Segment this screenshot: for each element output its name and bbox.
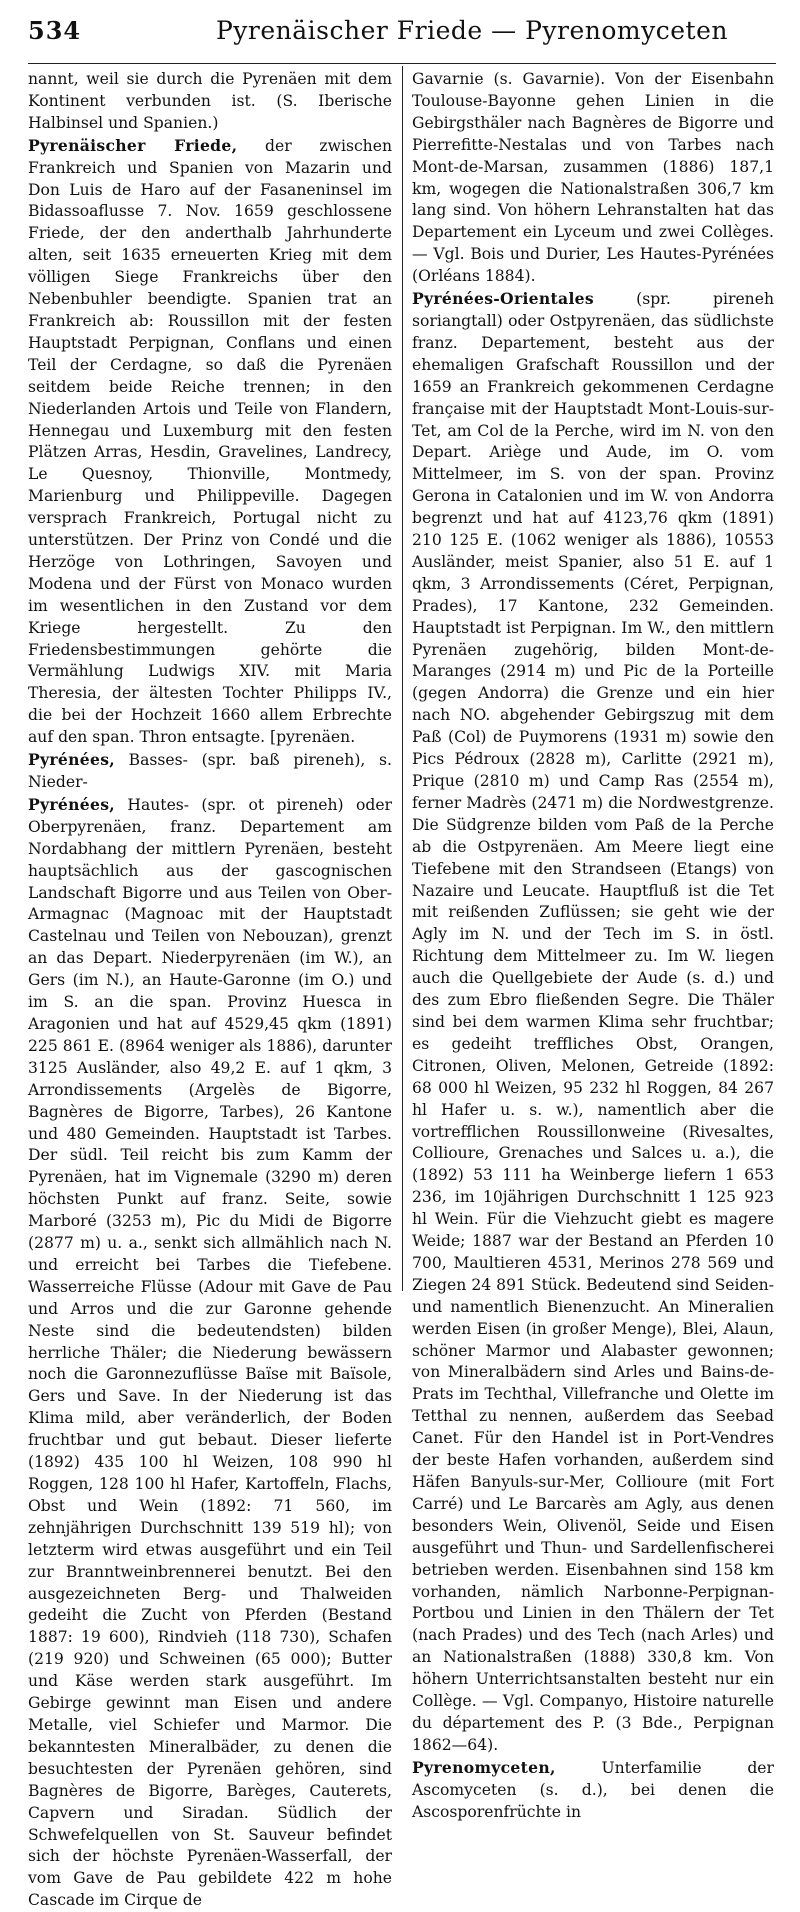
- entry-headword: Pyrénées,: [28, 794, 116, 814]
- entry-text: Gavarnie (s. Gavarnie). Von der Eisenbahn Toulouse-Bayonne gehen Linien in die Gebirgsthäler nach Bagnères de Bigorre und Pierrefitte-Nestalas und von Tarbes nach Mont-de-Marsan, zusammen (1886) 187,1 km, wogegen die Nationalstraßen 306,7 km lang sind. Von höhern Lehranstalten hat das Departement ein Lyceum und zwei Collèges. — Vgl. Bois und Durier, Les Hautes-Pyrénées (Orléans 1884).: [412, 70, 774, 286]
- header-rule: [28, 63, 776, 64]
- entry-text: Basses- (spr. baß pireneh), s. Nieder-: [28, 751, 392, 791]
- entry-continuation: [412, 68, 774, 288]
- entry-headword: Pyrenomyceten,: [412, 1757, 556, 1777]
- entry-text: Unterfamilie der Ascomyceten (s. d.), bei denen die Ascosporenfrüchte in: [412, 1758, 774, 1821]
- page-header: [28, 14, 776, 54]
- left-column: [28, 68, 392, 1912]
- entry-pyrenees-orientales: [412, 288, 774, 1757]
- entry-text: (spr. pireneh soriangtall) oder Ostpyrenäen, das südlichste franz. Departement, besteht aus der ehemaligen Grafschaft Roussillon und der 1659 an Frankreich gekommenen Cerdagne française mit der Hauptstadt Mont-Louis-sur-Tet, am Col de la Perche, wird im N. von den Depart. Ariège und Aude, im O. vom Mittelmeer, im S. von der span. Provinz Gerona in Catalonien und im W. von Andorra begrenzt und hat auf 4123,76 qkm (1891) 210 125 E. (1062 weniger als 1886), 10553 Ausländer, meist Spanier, also 51 E. auf 1 qkm, 3 Arrondissements (Céret, Perpignan, Prades), 17 Kantone, 232 Gemeinden. Hauptstadt ist Perpignan. Im W., den mittlern Pyrenäen zugehörig, bilden Mont-de-Maranges (2914 m) und Pic de la Porteille (gegen Andorra) die Grenze und ein hier nach NO. abgehender Gebirgszug mit dem Paß (Col) de Puymorens (1931 m) sowie den Pics Pédroux (2828 m), Carlitte (2921 m), Prique (2810 m) und Camp Ras (2554 m), ferner Madrès (2471 m) die Nordwestgrenze. Die Südgrenze bilden vom Paß de la Perche ab die Ostpyrenäen. Am Meere liegt eine Tiefebene mit den Strandseen (Etangs) von Nazaire und Leucate. Hauptfluß ist die Tet mit reißenden Zuflüssen; sie geht wie der Agly im N. und der Tech im S. in östl. Richtung dem Mittelmeer zu. Im W. liegen auch die Quellgebiete der Aude (s. d.) und des zum Ebro fließenden Segre. Die Thäler sind bei dem warmen Klima sehr fruchtbar; es gedeiht treffliches Obst, Orangen, Citronen, Oliven, Melonen, Getreide (1892: 68 000 hl Weizen, 95 232 hl Roggen, 84 267 hl Hafer u. s. w.), namentlich aber die vortrefflichen Roussillonweine (Rivesaltes, Collioure, Grenaches und Salces u. a.), die (1892) 53 111 ha Weinberge liefern 1 653 236, im 10jährigen Durchschnitt 1 125 923 hl Wein. Für die Viehzucht giebt es magere Weide; 1887 war der Bestand an Pferden 10 700, Maultieren 4531, Merinos 278 569 und Ziegen 24 891 Stück. Bedeutend sind Seiden- und namentlich Bienenzucht. An Mineralien werden Eisen (in großer Menge), Blei, Alaun, schöner Marmor und Alabaster gewonnen; von Mineralbädern sind Arles und Bains-de-Prats im Techthal, Villefranche und Olette im Tetthal zu nennen, außerdem das Seebad Canet. Für den Handel ist in Port-Vendres der beste Hafen vorhanden, außerdem sind Häfen Banyuls-sur-Mer, Collioure (mit Fort Carré) und Le Barcarès am Agly, aus denen besonders Wein, Olivenöl, Seide und Eisen ausgeführt und Thun- und Sardellenfischerei betrieben werden. Eisenbahnen sind 158 km vorhanden, nämlich Narbonne-Perpignan-Portbou und Linien in den Thälern der Tet (nach Prades) und des Tech (nach Arles) und an Nationalstraßen (1888) 330,8 km. Von höhern Unterrichtsanstalten besteht nur ein Collège. — Vgl. Companyo, Histoire naturelle du département des P. (3 Bde., Perpignan 1862—64).: [412, 290, 774, 1754]
- entry-pyrenees-basses: [28, 749, 392, 794]
- entry-continuation: [28, 68, 392, 135]
- entry-text: Hautes- (spr. ot pireneh) oder Oberpyrenäen, franz. Departement am Nordabhang der mittlern Pyrenäen, besteht hauptsächlich aus der gascognischen Landschaft Bigorre und aus Teilen von Ober-Armagnac (Magnoac mit der Hauptstadt Castelnau und Teilen von Nebouzan), grenzt an das Depart. Niederpyrenäen (im W.), an Gers (im N.), an Haute-Garonne (im O.) und im S. an die span. Provinz Huesca in Aragonien und hat auf 4529,45 qkm (1891) 225 861 E. (8964 weniger als 1886), darunter 3125 Ausländer, also 49,2 E. auf 1 qkm, 3 Arrondissements (Argelès de Bigorre, Bagnères de Bigorre, Tarbes), 26 Kantone und 480 Gemeinden. Hauptstadt ist Tarbes. Der südl. Teil reicht bis zum Kamm der Pyrenäen, hat im Vignemale (3290 m) deren höchsten Punkt auf franz. Seite, sowie Marboré (3253 m), Pic du Midi de Bigorre (2877 m) u. a., senkt sich allmählich nach N. und erreicht bei Tarbes die Tiefebene. Wasserreiche Flüsse (Adour mit Gave de Pau und Arros und die zur Garonne gehende Neste sind die bedeutendsten) bilden herrliche Thäler; die Niederung bewässern noch die Garonnezuflüsse Baïse mit Baïsole, Gers und Save. In der Niederung ist das Klima mild, aber veränderlich, der Boden fruchtbar und gut bebaut. Dieser lieferte (1892) 435 100 hl Weizen, 108 990 hl Roggen, 128 100 hl Hafer, Kartoffeln, Flachs, Obst und Wein (1892: 71 560, im zehnjährigen Durchschnitt 139 519 hl); von letzterm wird etwas ausgeführt und ein Teil zur Branntweinbrennerei benutzt. Bei den ausgezeichneten Berg- und Thalweiden gedeiht die Zucht von Pferden (Bestand 1887: 19 600), Rindvieh (118 730), Schafen (219 920) und Schweinen (65 000); Butter und Käse werden stark ausgeführt. Im Gebirge gewinnt man Eisen und andere Metalle, viel Schiefer und Marmor. Die bekanntesten Mineralbäder, zu denen die besuchtesten der Pyrenäen gehören, sind Bagnères de Bigorre, Barèges, Cauterets, Capvern und Siradan. Südlich der Schwefelquellen von St. Sauveur befindet sich der höchste Pyrenäen-Wasserfall, der vom Gave de Pau gebildete 422 m hohe Cascade im Cirque de: [28, 795, 392, 1910]
- entry-pyrenomyceten: [412, 1757, 774, 1824]
- entry-text: der zwischen Frankreich und Spanien von Mazarin und Don Luis de Haro auf der Fasaneninsel im Bidassoaflusse 7. Nov. 1659 geschlossene Friede, der den anderthalb Jahrhunderte alten, seit 1635 erneuerten Krieg mit dem völligen Siege Frankreichs über den Nebenbuhler beendigte. Spanien trat an Frankreich ab: Roussillon mit der festen Hauptstadt Perpignan, Conflans und einen Teil der Cerdagne, so daß die Pyrenäen seitdem beide Reiche trennen; in den Niederlanden Artois und Teile von Flandern, Hennegau und Luxemburg mit den festen Plätzen Arras, Hesdin, Gravelines, Landrecy, Le Quesnoy, Thionville, Montmedy, Marienburg und Philippeville. Dagegen versprach Frankreich, Portugal nicht zu unterstützen. Der Prinz von Condé und die Herzöge von Lothringen, Savoyen und Modena und der Fürst von Monaco wurden im wesentlichen in den Zustand vor dem Kriege hergestellt. Zu den Friedensbestimmungen gehörte die Vermählung Ludwigs XIV. mit Maria Theresia, der ältesten Tochter Philipps IV., die bei der Hochzeit 1660 allem Erbrechte auf den span. Thron entsagte. [pyrenäen.: [28, 136, 392, 747]
- page-number: 534: [28, 16, 82, 45]
- entry-text: nannt, weil sie durch die Pyrenäen mit dem Kontinent verbunden ist. (S. Iberische Halbinsel und Spanien.): [28, 70, 392, 132]
- entry-headword: Pyrénées-Orientales: [412, 289, 594, 309]
- column-divider: [402, 66, 403, 1291]
- entry-pyrenaeischer-friede: [28, 135, 392, 749]
- right-column: [412, 68, 774, 1824]
- entry-pyrenees-hautes: [28, 794, 392, 1912]
- entry-headword: Pyrenäischer Friede,: [28, 135, 238, 155]
- entry-headword: Pyrénées,: [28, 750, 116, 770]
- running-head: Pyrenäischer Friede — Pyrenomyceten: [215, 16, 728, 45]
